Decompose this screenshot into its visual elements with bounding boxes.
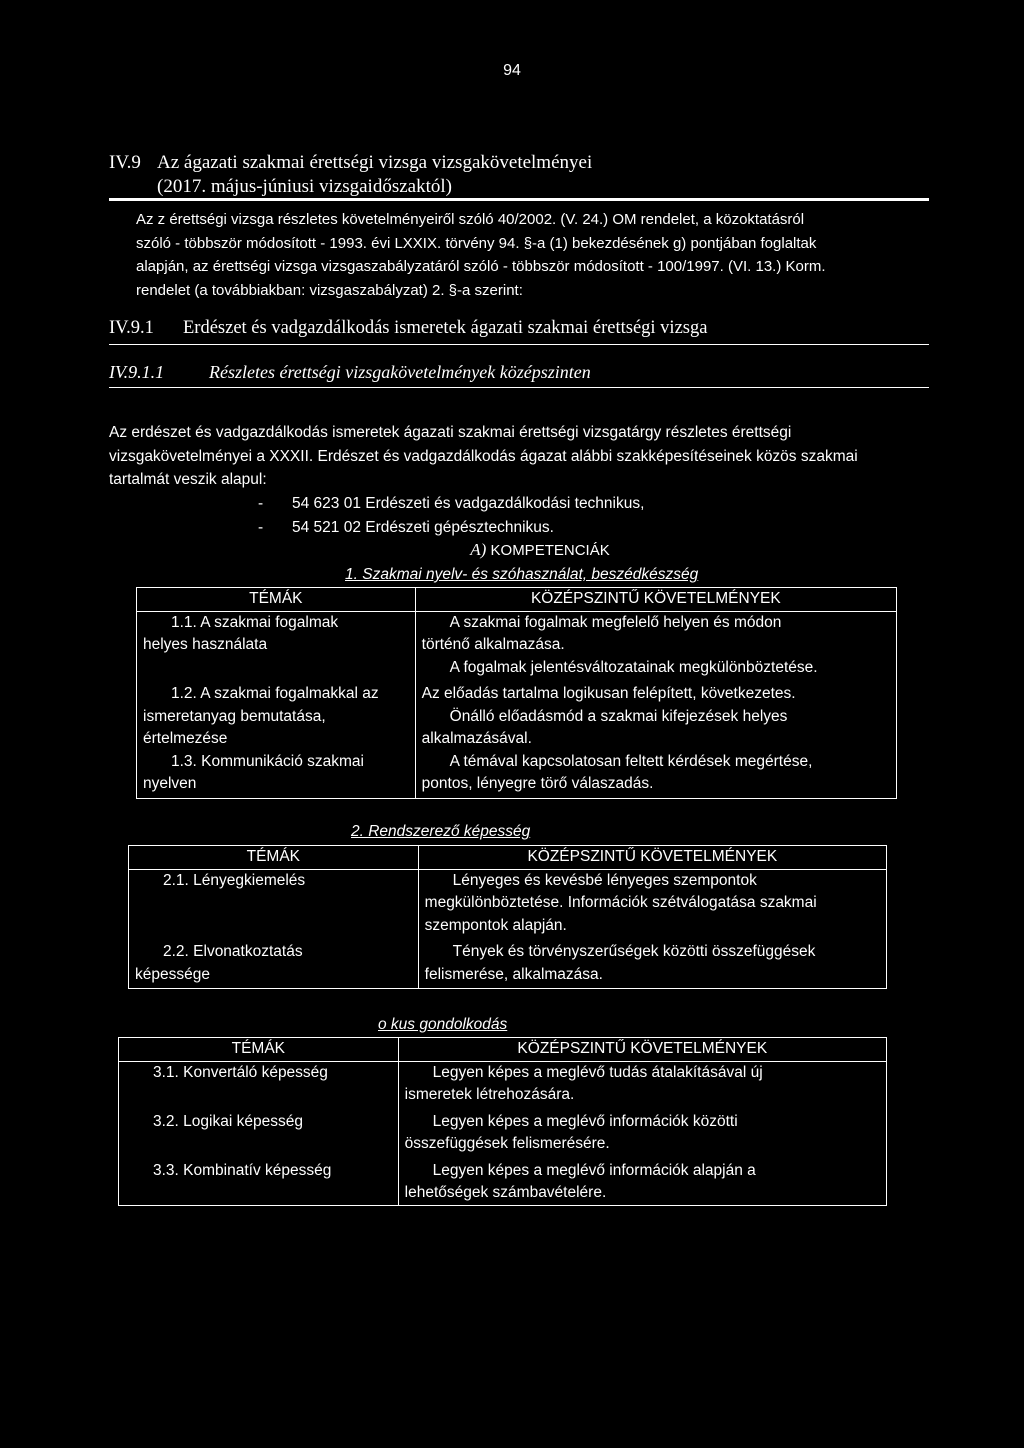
body-line: tartalmát veszik alapul: bbox=[109, 471, 267, 488]
heading-number: IV.9.1.1 bbox=[109, 362, 165, 382]
section-title: o kus gondolkodás bbox=[378, 1016, 508, 1033]
list-item: - 54 623 01 Erdészeti és vadgazdálkodási technikus, bbox=[258, 495, 645, 512]
heading-rule bbox=[109, 344, 929, 345]
column-header-topics: TÉMÁK bbox=[129, 846, 419, 870]
requirement-cell: A témával kapcsolatosan feltett kérdések megértése, pontos, lényegre törő válaszadás. bbox=[415, 751, 896, 799]
topic-cell: 1.1. A szakmai fogalmak helyes használata bbox=[137, 611, 416, 679]
heading-level-2 bbox=[109, 318, 929, 339]
column-header-topics: TÉMÁK bbox=[119, 1038, 399, 1062]
requirement-cell: Legyen képes a meglévő tudás átalakításával új ismeretek létrehozására. bbox=[398, 1061, 886, 1107]
table-row bbox=[129, 869, 887, 937]
topic-cell: 3.3. Kombinatív képesség bbox=[119, 1156, 399, 1206]
topic-cell: 2.1. Lényegkiemelés bbox=[129, 869, 419, 937]
table-row bbox=[119, 1156, 887, 1206]
heading-title: Az ágazati szakmai érettségi vizsga vizsgakövetelményei bbox=[157, 152, 593, 173]
requirement-cell: Legyen képes a meglévő információk alapján a lehetőségek számbavételére. bbox=[398, 1156, 886, 1206]
heading-title: Részletes érettségi vizsgakövetelmények középszinten bbox=[209, 362, 591, 382]
heading-subtitle: (2017. május-júniusi vizsgaidőszaktól) bbox=[157, 176, 452, 197]
intro-paragraph bbox=[136, 208, 926, 302]
heading-number: IV.9.1 bbox=[109, 318, 154, 338]
intro-line: szóló - többször módosított - 1993. évi LXXIX. törvény 94. §-a (1) bekezdésének g) pontjában foglaltak bbox=[136, 234, 817, 252]
column-header-requirements: KÖZÉPSZINTŰ KÖVETELMÉNYEK bbox=[418, 846, 886, 870]
heading-rule bbox=[109, 387, 929, 388]
topic-cell: 2.2. Elvonatkoztatás képessége bbox=[129, 937, 419, 989]
competencies-title: KOMPETENCIÁK bbox=[490, 542, 610, 559]
table-row bbox=[137, 751, 897, 799]
requirement-cell: Legyen képes a meglévő információk közötti összefüggések felismerésére. bbox=[398, 1107, 886, 1156]
topic-cell: 1.2. A szakmai fogalmakkal az ismeretanyag bemutatása, értelmezése bbox=[137, 679, 416, 751]
requirements-table bbox=[128, 845, 887, 989]
heading-rule bbox=[109, 198, 929, 201]
body-line: vizsgakövetelményei a XXXII. Erdészet és vadgazdálkodás ágazat alábbi szakképesítéseinek közös szakmai bbox=[109, 447, 858, 465]
table-row bbox=[137, 611, 897, 679]
list-item: - 54 521 02 Erdészeti gépésztechnikus. bbox=[258, 519, 554, 536]
requirements-table bbox=[118, 1037, 887, 1206]
intro-line: rendelet (a továbbiakban: vizsgaszabályzat) 2. §-a szerint: bbox=[136, 281, 523, 299]
requirements-table bbox=[136, 587, 897, 799]
section-title: 2. Rendszerező képesség bbox=[351, 823, 531, 840]
table-row bbox=[119, 1061, 887, 1107]
qualification-list bbox=[258, 492, 644, 540]
body-paragraph bbox=[109, 421, 919, 492]
requirement-cell: Lényeges és kevésbé lényeges szempontok megkülönböztetése. Információk szétválogatása szakmai szempontok alapján. bbox=[418, 869, 886, 937]
table-row bbox=[119, 1107, 887, 1156]
intro-line: Az z érettségi vizsga részletes követelményeiről szóló 40/2002. (V. 24.) OM rendelet, a közoktatásról bbox=[136, 211, 805, 228]
requirement-cell: Tények és törvényszerűségek közötti összefüggések felismerése, alkalmazása. bbox=[418, 937, 886, 989]
heading-number: IV.9 bbox=[109, 152, 141, 173]
topic-cell: 3.2. Logikai képesség bbox=[119, 1107, 399, 1156]
table-row bbox=[137, 679, 897, 751]
column-header-requirements: KÖZÉPSZINTŰ KÖVETELMÉNYEK bbox=[398, 1038, 886, 1062]
intro-line: alapján, az érettségi vizsga vizsgaszabályzatáról szóló - többször módosított - 100/1997. (VI. 13.) Korm. bbox=[136, 258, 826, 275]
topic-cell: 3.1. Konvertáló képesség bbox=[119, 1061, 399, 1107]
body-line: Az erdészet és vadgazdálkodás ismeretek ágazati szakmai érettségi vizsgatárgy részletes érettségi bbox=[109, 424, 792, 441]
heading-level-3 bbox=[109, 362, 929, 383]
heading-title: Erdészet és vadgazdálkodás ismeretek ágazati szakmai érettségi vizsga bbox=[183, 318, 708, 338]
requirement-cell: A szakmai fogalmak megfelelő helyen és módon történő alkalmazása. A fogalmak jelentésváltozatainak megkülönböztetése. bbox=[415, 611, 896, 679]
table-row bbox=[129, 937, 887, 989]
competencies-heading bbox=[0, 540, 1024, 560]
requirement-cell: Az előadás tartalma logikusan felépített, következetes. Önálló előadásmód a szakmai kifejezések helyes alkalmazásával. bbox=[415, 679, 896, 751]
column-header-requirements: KÖZÉPSZINTŰ KÖVETELMÉNYEK bbox=[415, 588, 896, 612]
column-header-topics: TÉMÁK bbox=[137, 588, 416, 612]
page-number: 94 bbox=[503, 62, 521, 79]
heading-level-1 bbox=[109, 151, 929, 199]
topic-cell: 1.3. Kommunikáció szakmai nyelven bbox=[137, 751, 416, 799]
competencies-letter: A) bbox=[470, 540, 487, 559]
section-title: 1. Szakmai nyelv- és szóhasználat, beszédkészség bbox=[345, 566, 699, 583]
